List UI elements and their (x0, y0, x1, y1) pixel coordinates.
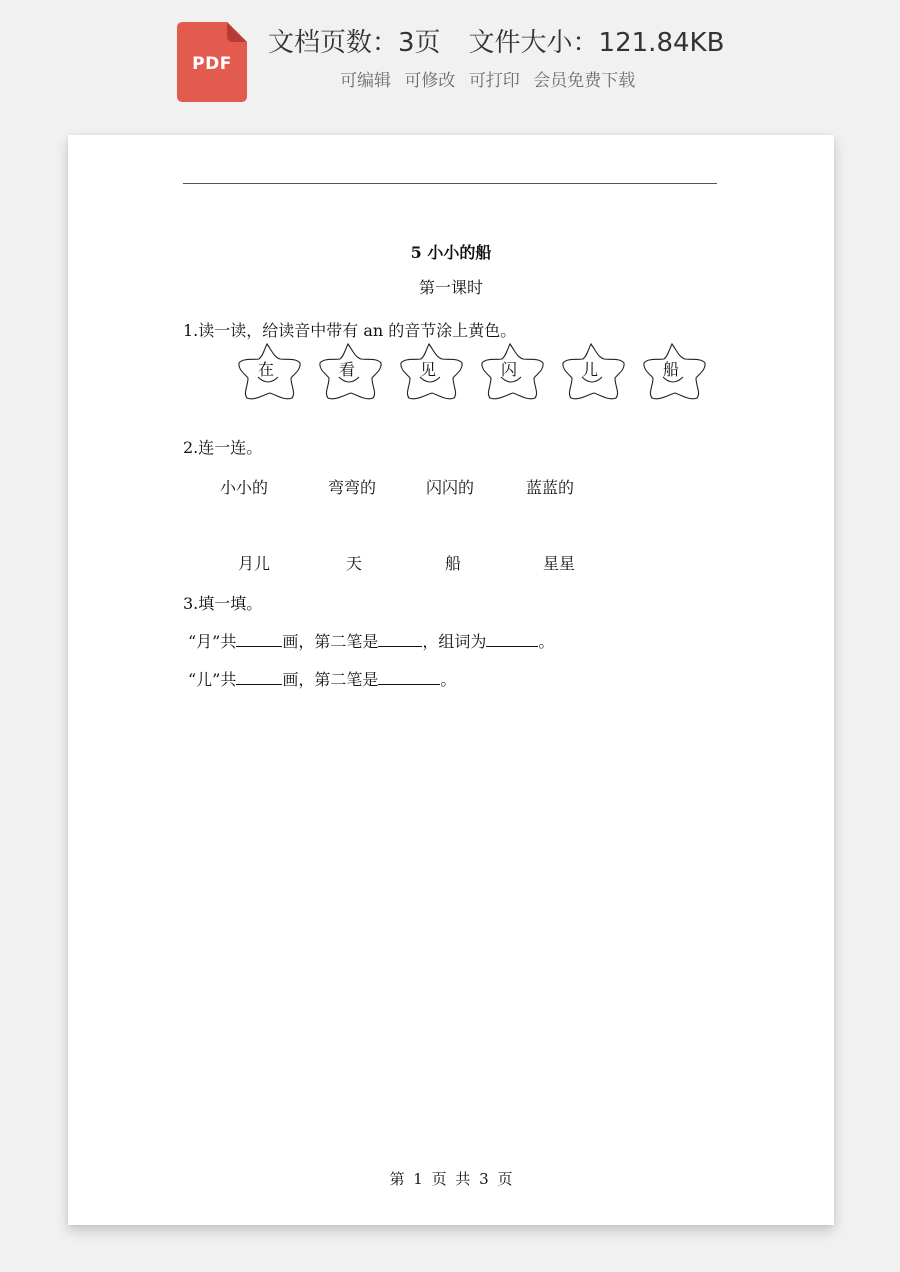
star-shape (477, 341, 549, 403)
pdf-file-icon (177, 22, 247, 102)
answer-blank[interactable] (236, 670, 282, 685)
match-top-word: 小小的 (220, 478, 269, 497)
star-character: 船 (662, 360, 679, 379)
star-character: 见 (419, 360, 436, 379)
page-footer: 第 1 页 共 3 页 (389, 1170, 513, 1188)
match-bottom-word: 月儿 (238, 554, 271, 573)
fill-text: 。 (538, 632, 555, 651)
question-3-prompt: 3.填一填。 (183, 594, 263, 613)
feature-printable: 可打印 (468, 71, 520, 91)
file-size: 文件大小：121.84KB (468, 28, 725, 58)
answer-blank[interactable] (236, 632, 282, 647)
match-top-word: 弯弯的 (328, 478, 377, 497)
match-top-word: 闪闪的 (426, 478, 475, 497)
page-count: 文档页数：3页 (268, 28, 441, 58)
match-bottom-word: 星星 (543, 554, 576, 573)
star-character: 闪 (500, 360, 517, 379)
fill-text: “儿”共 (188, 670, 237, 689)
feature-list (340, 66, 643, 91)
feature-member-download: 会员免费下载 (533, 71, 636, 91)
lesson-title: 5 小小的船 (410, 243, 492, 262)
star-shape (558, 341, 630, 403)
lesson-subtitle: 第一课时 (418, 278, 483, 297)
star-character-row (234, 341, 714, 405)
question-1-prompt: 1.读一读，给读音中带有 an 的音节涂上黄色。 (183, 321, 517, 340)
answer-blank[interactable] (486, 632, 538, 647)
question-2-prompt: 2.连一连。 (183, 438, 263, 457)
match-bottom-word: 天 (346, 554, 363, 573)
fill-text: 画，第二笔是 (282, 632, 379, 651)
answer-blank[interactable] (378, 632, 422, 647)
document-info (268, 22, 724, 59)
feature-editable: 可编辑 (340, 71, 391, 91)
answer-blank[interactable] (378, 670, 440, 685)
fill-text: 画，第二笔是 (282, 670, 379, 689)
fill-text: 。 (440, 670, 457, 689)
star-character: 看 (338, 360, 355, 379)
star-character: 儿 (581, 360, 598, 379)
pdf-badge-label: PDF (192, 54, 232, 74)
match-bottom-word: 船 (445, 554, 462, 573)
document-page (68, 135, 834, 1225)
star-shape (639, 341, 711, 403)
match-top-word: 蓝蓝的 (526, 478, 575, 497)
fill-text: ，组词为 (422, 632, 487, 651)
fill-line-2 (188, 667, 456, 690)
feature-modifiable: 可修改 (404, 71, 456, 91)
star-character: 在 (257, 360, 274, 379)
fill-line-1 (188, 629, 554, 652)
star-shape (396, 341, 468, 403)
fill-text: “月”共 (188, 632, 237, 651)
header-rule (183, 183, 717, 184)
star-shape (234, 341, 306, 403)
star-shape (315, 341, 387, 403)
